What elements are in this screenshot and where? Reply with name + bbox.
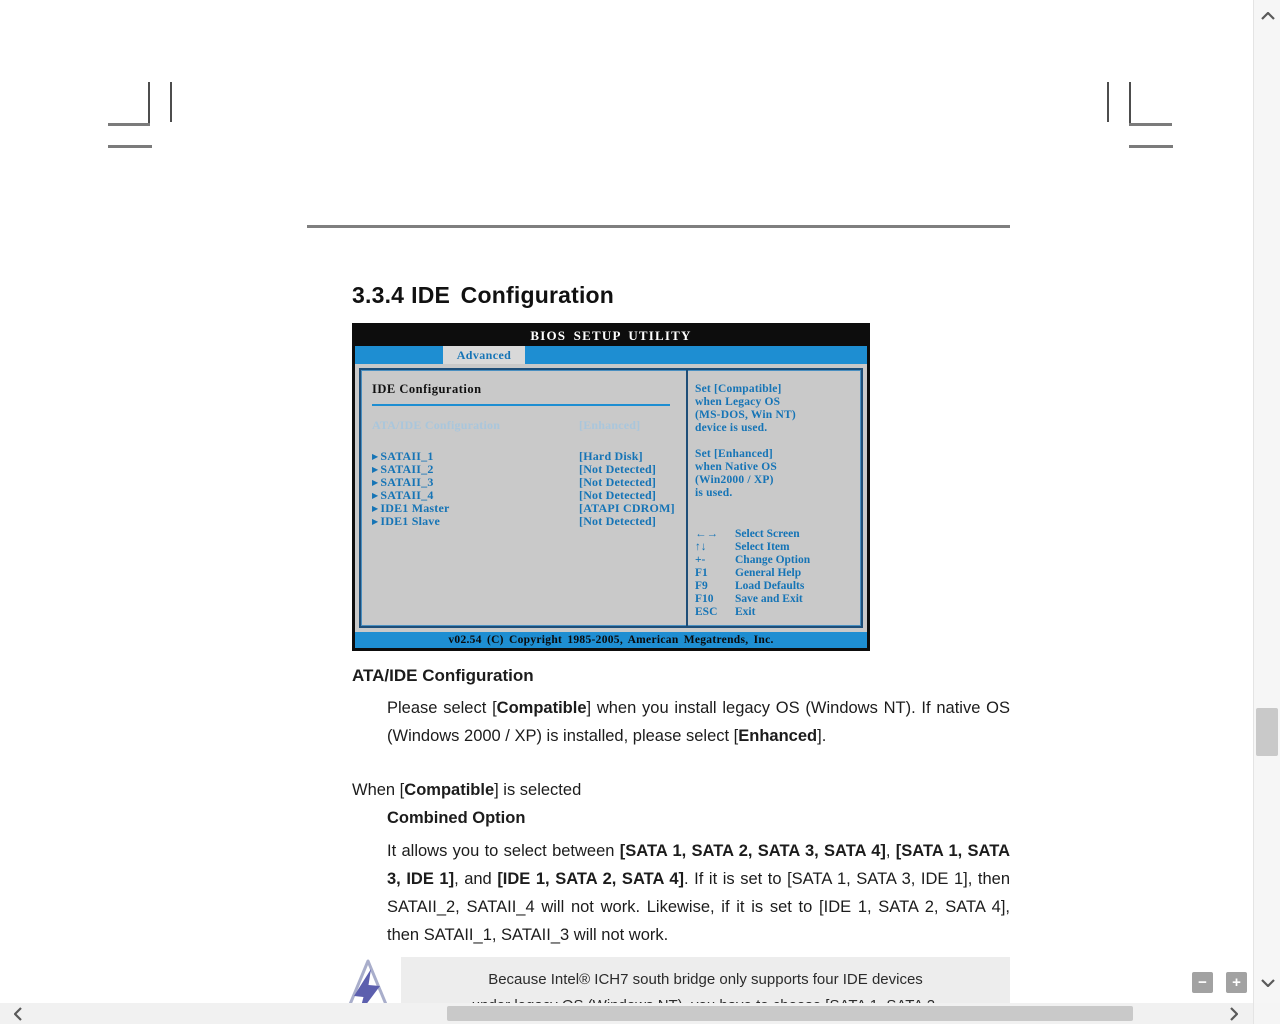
bios-option-row-selected — [372, 418, 641, 432]
crop-mark-line — [1129, 145, 1173, 148]
section-heading — [352, 282, 614, 309]
text-segment-bold: Compatible — [404, 781, 495, 799]
help-text-line: device is used. — [695, 422, 768, 434]
right-triangle-icon: ▶ — [372, 452, 379, 461]
help-text-line: (MS-DOS, Win NT) — [695, 409, 796, 421]
chevron-up-icon — [1261, 12, 1275, 20]
bios-body — [355, 364, 867, 632]
option-value: [Hard Disk] — [579, 449, 643, 463]
bios-option-row — [372, 488, 657, 502]
bios-setup-figure — [352, 323, 870, 651]
page-header-rule — [307, 225, 1010, 228]
text-segment: , and — [454, 870, 498, 888]
crop-mark-line — [170, 82, 172, 122]
bios-heading-rule — [372, 404, 670, 406]
key-name: ↑↓ — [695, 541, 707, 553]
option-label: SATAII_3 — [380, 475, 434, 489]
text-segment: ]. — [817, 727, 827, 745]
option-label: IDE1 Slave — [380, 514, 441, 528]
crop-mark-line — [108, 123, 150, 126]
crop-mark-line — [1107, 82, 1109, 122]
scroll-down-button[interactable] — [1260, 978, 1276, 988]
help-text-line: Set [Enhanced] — [695, 448, 773, 460]
right-triangle-icon: ▶ — [372, 504, 379, 513]
help-text-line: (Win2000 / XP) — [695, 474, 774, 486]
scrollbar-corner — [1253, 1003, 1280, 1024]
bios-panel — [359, 368, 863, 628]
option-label: ATA/IDE Configuration — [372, 418, 501, 432]
text-segment: Please select [ — [387, 699, 497, 717]
help-text-line: Set [Compatible] — [695, 383, 782, 395]
scroll-right-button[interactable] — [1228, 1006, 1240, 1021]
scroll-up-button[interactable] — [1260, 11, 1276, 21]
key-name: F9 — [695, 580, 708, 592]
bios-option-row — [372, 501, 675, 515]
option-value: [Enhanced] — [579, 418, 641, 432]
key-name: ESC — [695, 606, 718, 618]
text-segment: It allows you to select between — [387, 842, 620, 860]
key-action: Exit — [735, 606, 756, 618]
zoom-out-button[interactable]: − — [1192, 972, 1213, 993]
bios-panel-heading: IDE Configuration — [372, 382, 482, 396]
option-label: SATAII_1 — [380, 449, 434, 463]
bios-version-bar: v02.54 (C) Copyright 1985-2005, American Megatrends, Inc. — [355, 632, 867, 648]
key-name: ←→ — [695, 528, 718, 540]
option-value: [Not Detected] — [579, 475, 657, 489]
key-name: F1 — [695, 567, 708, 579]
option-value: [Not Detected] — [579, 462, 657, 476]
text-segment-bold: [SATA 1, SATA 2, SATA 3, SATA 4] — [619, 842, 886, 860]
combined-option-heading: Combined Option — [387, 809, 526, 827]
bios-title-bar: BIOS SETUP UTILITY — [355, 326, 867, 346]
bios-options-pane — [361, 370, 686, 626]
option-label: SATAII_4 — [380, 488, 434, 502]
option-value: [Not Detected] — [579, 514, 657, 528]
crop-mark-line — [108, 145, 152, 148]
option-value: [ATAPI CDROM] — [579, 501, 675, 515]
key-action: Load Defaults — [735, 580, 805, 592]
key-action: General Help — [735, 567, 802, 579]
text-segment: , — [885, 842, 896, 860]
crop-mark-line — [148, 82, 150, 126]
ata-ide-paragraph — [387, 694, 1010, 750]
key-name: F10 — [695, 593, 714, 605]
right-triangle-icon: ▶ — [372, 491, 379, 500]
key-action: Select Screen — [735, 528, 800, 540]
key-action: Save and Exit — [735, 593, 803, 605]
text-segment-bold: [SATA 1, SATA 3, IDE 1] — [387, 842, 1010, 888]
vertical-scrollbar[interactable] — [1253, 0, 1280, 1003]
vertical-scrollbar-thumb[interactable] — [1256, 708, 1278, 756]
chevron-right-icon — [1230, 1007, 1238, 1021]
right-triangle-icon: ▶ — [372, 517, 379, 526]
help-text-line: when Legacy OS — [695, 396, 781, 408]
text-segment: When [ — [352, 781, 405, 799]
bios-option-row — [372, 514, 657, 528]
right-triangle-icon: ▶ — [372, 465, 379, 474]
text-segment: . If it is set to [SATA 1, SATA 3, IDE 1], then SATAII_2, SATAII_4 will not work. Likewise, if it is set to [IDE 1, SATA 2, SATA 4], then SATAII_1, SATAII_3 will not work. — [387, 870, 1010, 944]
scroll-left-button[interactable] — [12, 1006, 24, 1021]
key-action: Change Option — [735, 554, 811, 566]
section-number: 3.3.4 — [352, 282, 405, 308]
bios-option-row — [372, 475, 657, 489]
crop-mark-line — [1129, 82, 1131, 126]
ata-ide-heading: ATA/IDE Configuration — [352, 666, 534, 685]
crop-mark-line — [1129, 123, 1172, 126]
bios-option-row — [372, 462, 657, 476]
bios-help-pane — [688, 370, 861, 626]
right-triangle-icon: ▶ — [372, 478, 379, 487]
option-value: [Not Detected] — [579, 488, 657, 502]
text-segment-bold: Enhanced — [738, 727, 818, 745]
chevron-left-icon — [14, 1007, 22, 1021]
section-title: IDE Configuration — [411, 282, 615, 308]
option-label: SATAII_2 — [380, 462, 434, 476]
text-segment-bold: [IDE 1, SATA 2, SATA 4] — [497, 870, 685, 888]
note-line-1: Because Intel® ICH7 south bridge only supports four IDE devices — [488, 971, 923, 988]
help-text-line: when Native OS — [695, 461, 778, 473]
horizontal-scrollbar-thumb[interactable] — [447, 1006, 1133, 1021]
text-segment: ] when you install legacy OS (Windows NT). If native OS (Windows 2000 / XP) is installed, please select [ — [387, 699, 1010, 745]
text-segment-bold: Compatible — [496, 699, 587, 717]
key-name: +- — [695, 554, 706, 566]
text-segment: ] is selected — [494, 781, 582, 799]
option-label: IDE1 Master — [380, 501, 450, 515]
horizontal-scrollbar[interactable] — [0, 1003, 1253, 1024]
zoom-in-button[interactable]: + — [1226, 972, 1247, 993]
key-action: Select Item — [735, 541, 790, 553]
chevron-down-icon — [1261, 979, 1275, 987]
bios-option-row — [372, 449, 643, 463]
bios-tab-advanced: Advanced — [443, 346, 525, 364]
help-text-line: is used. — [695, 487, 733, 499]
combined-option-paragraph — [387, 837, 1010, 949]
when-compatible-line — [352, 781, 581, 800]
bios-menu-bar — [355, 346, 867, 364]
